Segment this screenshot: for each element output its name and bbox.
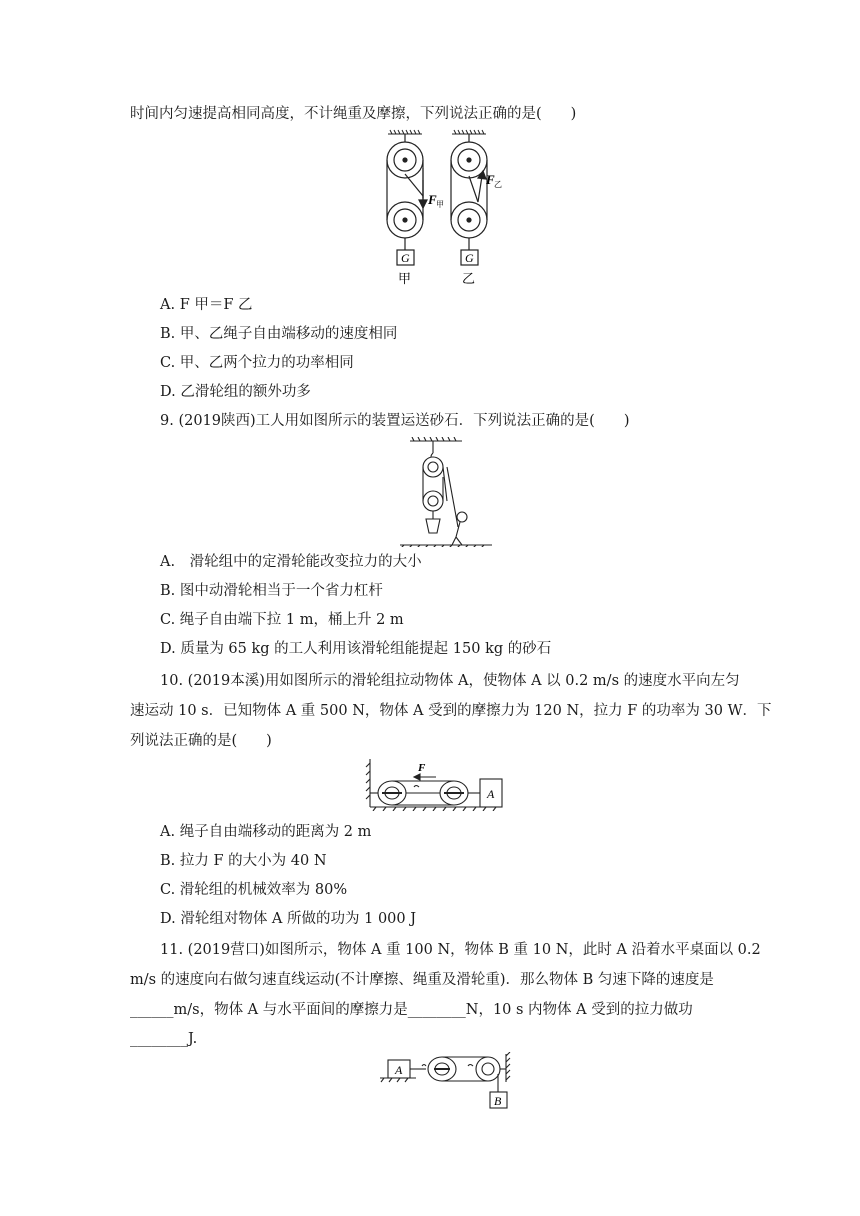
- force-arrow-jia: [419, 180, 427, 208]
- q9-stem: 9. (2019陕西)工人用如图所示的装置运送砂石．下列说法正确的是( ): [160, 413, 630, 429]
- q8-stem: 时间内匀速提高相同高度，不计绳重及摩擦，下列说法正确的是( ): [130, 106, 577, 122]
- pulley-system-jia: [387, 134, 423, 265]
- force-arrow-q10: [414, 774, 436, 780]
- force-label-yi: F: [486, 172, 495, 187]
- q9-option-a: A. 滑轮组中的定滑轮能改变拉力的大小: [160, 554, 422, 570]
- force-sub-yi: 乙: [494, 180, 502, 189]
- block-a-label-q11: A: [395, 1063, 403, 1077]
- q8-option-d: D. 乙滑轮组的额外功多: [160, 384, 311, 400]
- q10-option-c: C. 滑轮组的机械效率为 80%: [160, 882, 348, 898]
- force-sub-jia: 甲: [436, 200, 444, 209]
- q10-option-b: B. 拉力 F 的大小为 40 N: [160, 853, 327, 869]
- q11-stem-line-2: m/s 的速度向右做匀速直线运动(不计摩擦、绳重及滑轮重)．那么物体 B 匀速下降的速度是: [130, 972, 714, 988]
- q10-option-a: A. 绳子自由端移动的距离为 2 m: [160, 824, 372, 840]
- q8-option-b: B. 甲、乙绳子自由端移动的速度相同: [160, 326, 398, 342]
- q8-option-c: C. 甲、乙两个拉力的功率相同: [160, 355, 354, 371]
- ceiling-hatch-yi: [452, 130, 486, 134]
- ceiling-hatch-jia: [388, 130, 422, 134]
- q10-stem-line-1: 10. (2019本溪)用如图所示的滑轮组拉动物体 A，使物体 A 以 0.2 m/s 的速度水平向左匀: [160, 673, 740, 689]
- q9-option-b: B. 图中动滑轮相当于一个省力杠杆: [160, 583, 383, 599]
- force-label-jia: F: [428, 192, 437, 207]
- q10-stem-line-2: 速运动 10 s．已知物体 A 重 500 N，物体 A 受到的摩擦力为 120 N，拉力 F 的功率为 30 W．下: [130, 703, 772, 719]
- system-label-yi: 乙: [462, 271, 476, 286]
- q9-figure: [400, 437, 492, 547]
- q11-stem-line-1: 11. (2019营口)如图所示，物体 A 重 100 N，物体 B 重 10 N，此时 A 沿着水平桌面以 0.2: [160, 942, 761, 958]
- q11-figure: [376, 1052, 518, 1112]
- pulley-system-yi: [451, 134, 487, 265]
- force-label-q10: F: [418, 762, 426, 774]
- block-b-label-q11: B: [494, 1094, 502, 1108]
- q9-option-d: D. 质量为 65 kg 的工人利用该滑轮组能提起 150 kg 的砂石: [160, 641, 552, 657]
- q8-option-a: A. F 甲＝F 乙: [160, 297, 253, 313]
- q11-stem-line-4: ________J.: [130, 1031, 198, 1047]
- q11-stem-line-3: ______m/s，物体 A 与水平面间的摩擦力是________N，10 s 内物体 A 受到的拉力做功: [130, 1002, 693, 1018]
- weight-label-yi: G: [465, 251, 474, 265]
- block-a-label-q10: A: [487, 787, 495, 801]
- q10-figure: [364, 757, 514, 811]
- q10-option-d: D. 滑轮组对物体 A 所做的功为 1 000 J: [160, 911, 417, 927]
- q9-option-c: C. 绳子自由端下拉 1 m，桶上升 2 m: [160, 612, 404, 628]
- q8-figure: [370, 128, 530, 290]
- force-arrow-yi: [478, 171, 486, 202]
- weight-label-jia: G: [401, 251, 410, 265]
- system-label-jia: 甲: [398, 271, 412, 286]
- q10-stem-line-3: 列说法正确的是( ): [130, 733, 272, 749]
